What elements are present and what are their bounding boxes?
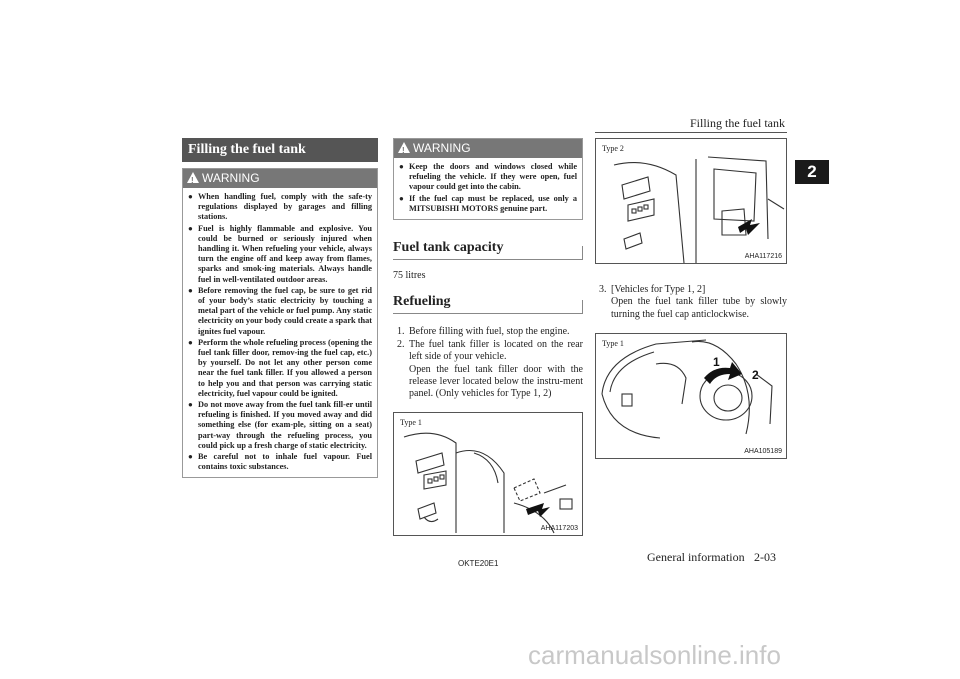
right-column <box>595 138 787 459</box>
fuel-cap-illustration <box>596 334 786 458</box>
warning-item: ● Be careful not to inhale fuel vapour. Fuel contains toxic substances. <box>188 452 372 472</box>
page-number: 2-03 <box>754 550 776 564</box>
warning-item: ● Fuel is highly flammable and explosive. You could be burned or seriously injured when handling it. When refueling your vehicle, always turn the engine off and keep away from flames, sparks and smok-ing materials. Always handle fuel in well-ventilated outdoor areas. <box>188 224 372 285</box>
refueling-heading: Refueling <box>393 294 583 314</box>
warning-box <box>182 168 378 478</box>
middle-column <box>393 138 583 536</box>
warning-item: ● Before removing the fuel cap, be sure to get rid of your body’s static electricity by touching a metal part of the vehicle or fuel pump. Any static electricity on your body could create a spark that ignites fuel vapour. <box>188 286 372 337</box>
figure-type1-fuel-cap <box>595 333 787 459</box>
warning-box <box>393 138 583 220</box>
warning-item: ● If the fuel cap must be replaced, use only a MITSUBISHI MOTORS genuine part. <box>399 194 577 214</box>
warning-list <box>394 158 582 219</box>
figure-type2-release-lever <box>595 138 787 264</box>
running-header: Filling the fuel tank <box>690 116 785 130</box>
release-lever-illustration <box>394 413 582 535</box>
warning-item: ● Keep the doors and windows closed while refueling the vehicle. If they were open, fuel vapour could get into the cabin. <box>399 162 577 193</box>
left-column <box>182 138 378 478</box>
header-rule <box>595 132 787 133</box>
figure-type-label: Type 1 <box>400 417 422 427</box>
figure-type1-release-lever <box>393 412 583 536</box>
section-title: Filling the fuel tank <box>182 138 378 162</box>
footer-section-name: General information <box>647 550 745 564</box>
figure-code: AHA117216 <box>744 253 782 260</box>
watermark: carmanualsonline.info <box>528 640 781 670</box>
step-item: 1. Before filling with fuel, stop the engine. <box>397 326 570 338</box>
figure-type-label: Type 1 <box>602 339 624 349</box>
release-lever-type2-illustration <box>596 139 786 263</box>
figure-code: AHA105189 <box>744 448 782 456</box>
refueling-step3 <box>595 284 787 321</box>
figure-type-label: Type 2 <box>602 144 624 153</box>
document-code: OKTE20E1 <box>458 559 499 568</box>
refueling-steps <box>393 326 583 400</box>
warning-list <box>183 188 377 477</box>
callout-2: 2 <box>752 368 759 383</box>
warning-label: WARNING <box>202 171 260 185</box>
chapter-tab: 2 <box>795 160 829 184</box>
warning-header <box>394 139 582 158</box>
callout-1: 1 <box>713 355 720 370</box>
warning-item: ● When handling fuel, comply with the safe-ty regulations displayed by garages and filling stations. <box>188 192 372 223</box>
warning-item: ● Perform the whole refueling process (opening the fuel tank filler door, remov-ing the fuel cap, etc.) by yourself. Do not let any other person come near the fuel tank filler. If you allowed a person to help you and that person was carrying static electricity, fuel vapour could be ignited. <box>188 338 372 399</box>
fuel-capacity-value: 75 litres <box>393 270 426 282</box>
warning-triangle-icon <box>187 172 199 183</box>
fuel-capacity-heading: Fuel tank capacity <box>393 240 583 260</box>
step-item: 2. The fuel tank filler is located on the rear left side of your vehicle. Open the fuel tank filler door with the release lever located below the instru-ment panel. (Only vehicles for Type 1, 2) <box>397 338 583 400</box>
step-item: 3. [Vehicles for Type 1, 2] Open the fuel tank filler tube by slowly turning the fuel cap anticlockwise. <box>599 284 787 320</box>
figure-code: AHA117203 <box>540 524 578 532</box>
warning-label: WARNING <box>413 141 471 155</box>
warning-triangle-icon <box>398 142 410 153</box>
warning-item: ● Do not move away from the fuel tank fill-er until refueling is finished. If you moved away and did something else (for exam-ple, sitting on a seat) part-way through the refueling process, you could pick up a fresh charge of static electricity. <box>188 400 372 451</box>
warning-header <box>183 169 377 188</box>
